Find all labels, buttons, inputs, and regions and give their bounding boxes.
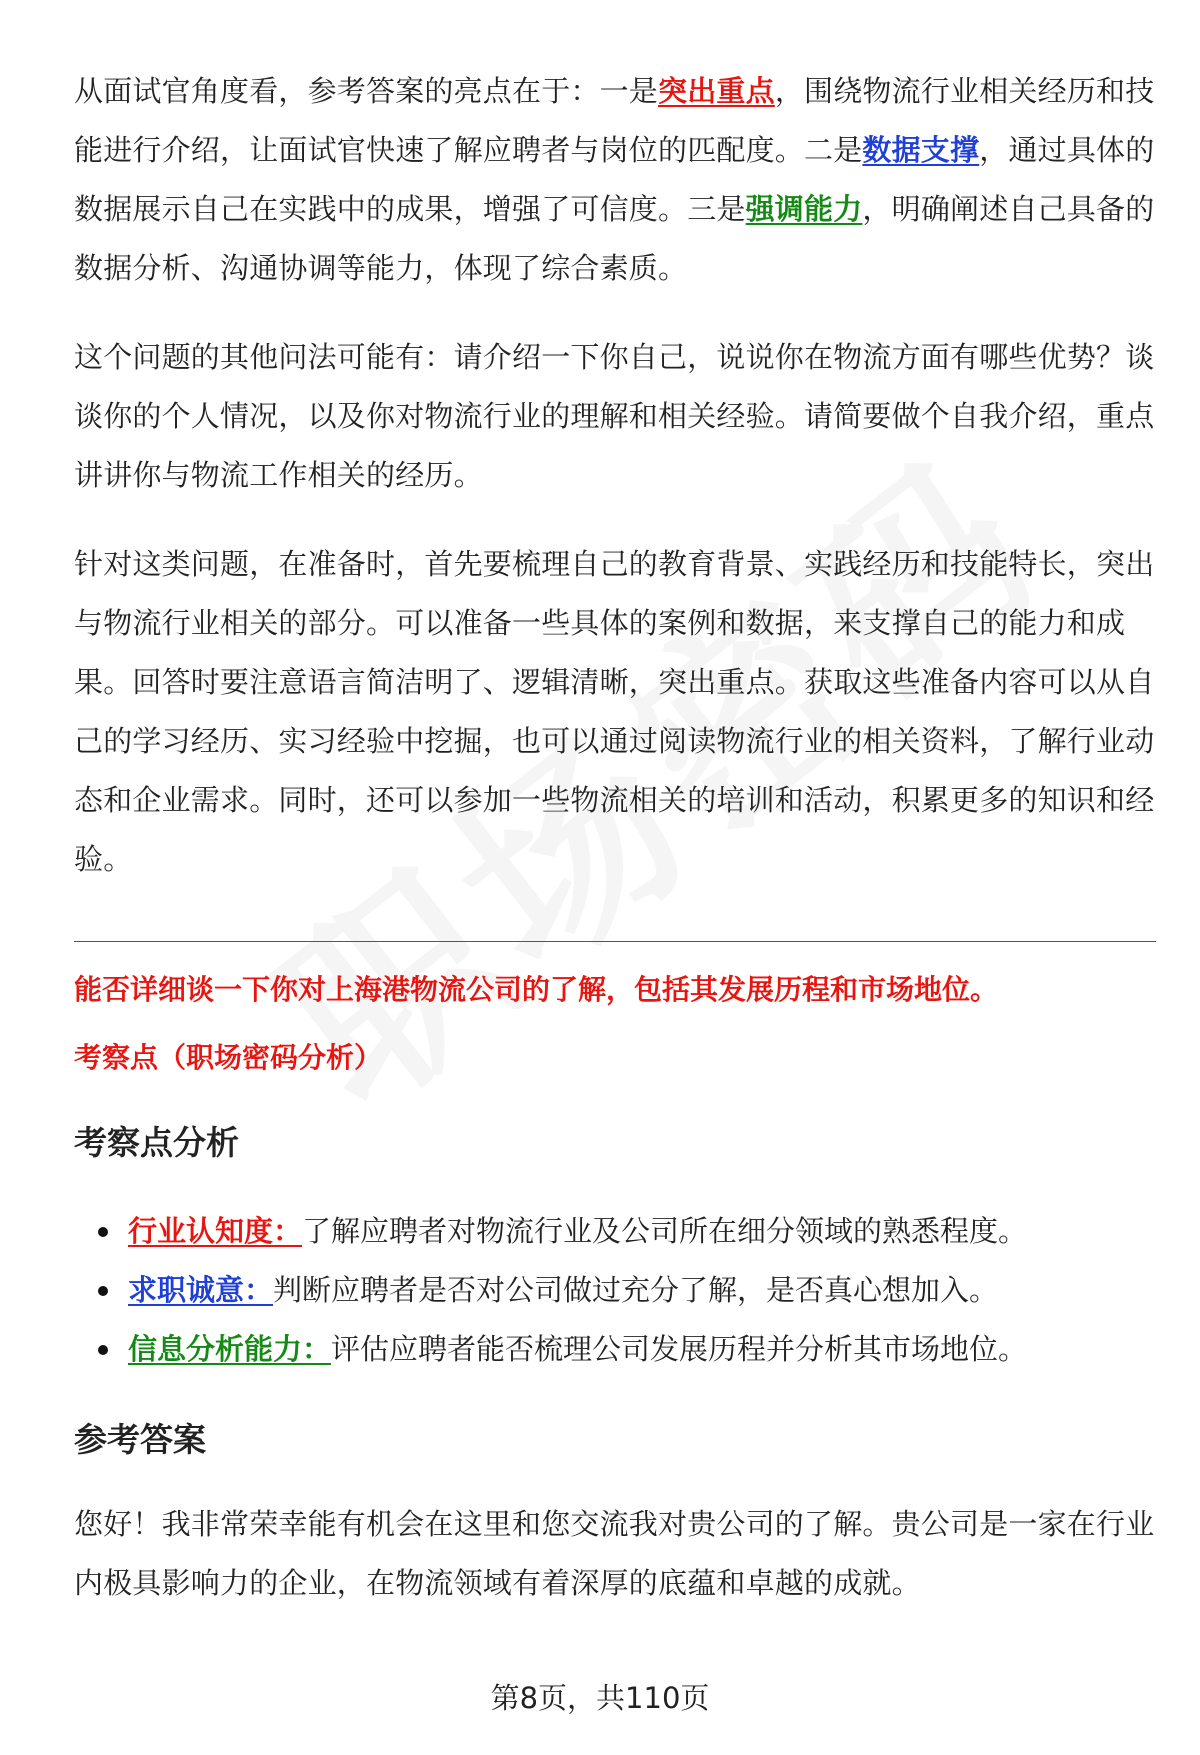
point-label: 行业认知度： xyxy=(128,1214,303,1248)
list-item xyxy=(74,1261,1156,1320)
key-points-heading: 考察点分析 xyxy=(74,1123,239,1162)
key-points-tag: 考察点（职场密码分析） xyxy=(74,1041,383,1074)
page-number: 第8页，共110页 xyxy=(490,1681,710,1715)
bullet-icon xyxy=(98,1345,108,1355)
text-segment: ，明确阐述自己具备的数据分析、沟通协调等能力，体现了综合素质。 xyxy=(74,192,1155,285)
document-page xyxy=(74,62,1156,1613)
point-label: 信息分析能力： xyxy=(128,1332,332,1366)
list-item xyxy=(74,1202,1156,1261)
highlight-ability: 强调能力 xyxy=(745,192,863,226)
bullet-icon xyxy=(98,1286,108,1296)
reference-answer-text: 您好！我非常荣幸能有机会在这里和您交流我对贵公司的了解。贵公司是一家在行业内极具影响力的企业，在物流领域有着深厚的底蕴和卓越的成就。 xyxy=(74,1507,1155,1600)
highlight-data: 数据支撑 xyxy=(862,133,980,167)
section-divider xyxy=(74,941,1156,942)
reference-answer-heading: 参考答案 xyxy=(74,1420,206,1459)
interview-question: 能否详细谈一下你对上海港物流公司的了解，包括其发展历程和市场地位。 xyxy=(74,973,999,1006)
point-label: 求职诚意： xyxy=(128,1273,274,1307)
preparation-paragraph: 针对这类问题，在准备时，首先要梳理自己的教育背景、实践经历和技能特长，突出与物流行业相关的部分。可以准备一些具体的案例和数据，来支撑自己的能力和成果。回答时要注意语言简洁明了、逻辑清晰，突出重点。获取这些准备内容可以从自己的学习经历、实习经验中挖掘，也可以通过阅读物流行业的相关资料，了解行业动态和企业需求。同时，还可以参加一些物流相关的培训和活动，积累更多的知识和经验。 xyxy=(74,547,1155,876)
highlight-focus: 突出重点 xyxy=(658,74,775,108)
list-item xyxy=(74,1320,1156,1379)
text-segment: 从面试官角度看，参考答案的亮点在于：一是 xyxy=(74,74,659,108)
text-segment: ，通过具体的数据展示自己在实践中的成果，增强了可信度。三是 xyxy=(74,133,1155,226)
text-segment: ，围绕物流行业相关经历和技能进行介绍，让面试官快速了解应聘者与岗位的匹配度。二是 xyxy=(74,74,1155,167)
point-text: 判断应聘者是否对公司做过充分了解，是否真心想加入。 xyxy=(273,1273,999,1307)
bullet-icon xyxy=(98,1227,108,1237)
point-text: 评估应聘者能否梳理公司发展历程并分析其市场地位。 xyxy=(331,1332,1028,1366)
alternative-questions-paragraph: 这个问题的其他问法可能有：请介绍一下你自己，说说你在物流方面有哪些优势？谈谈你的个人情况，以及你对物流行业的理解和相关经验。请简要做个自我介绍，重点讲讲你与物流工作相关的经历。 xyxy=(74,340,1155,492)
point-text: 了解应聘者对物流行业及公司所在细分领域的熟悉程度。 xyxy=(302,1214,1028,1248)
key-points-list xyxy=(74,1202,1156,1379)
highlights-paragraph xyxy=(74,62,1156,298)
